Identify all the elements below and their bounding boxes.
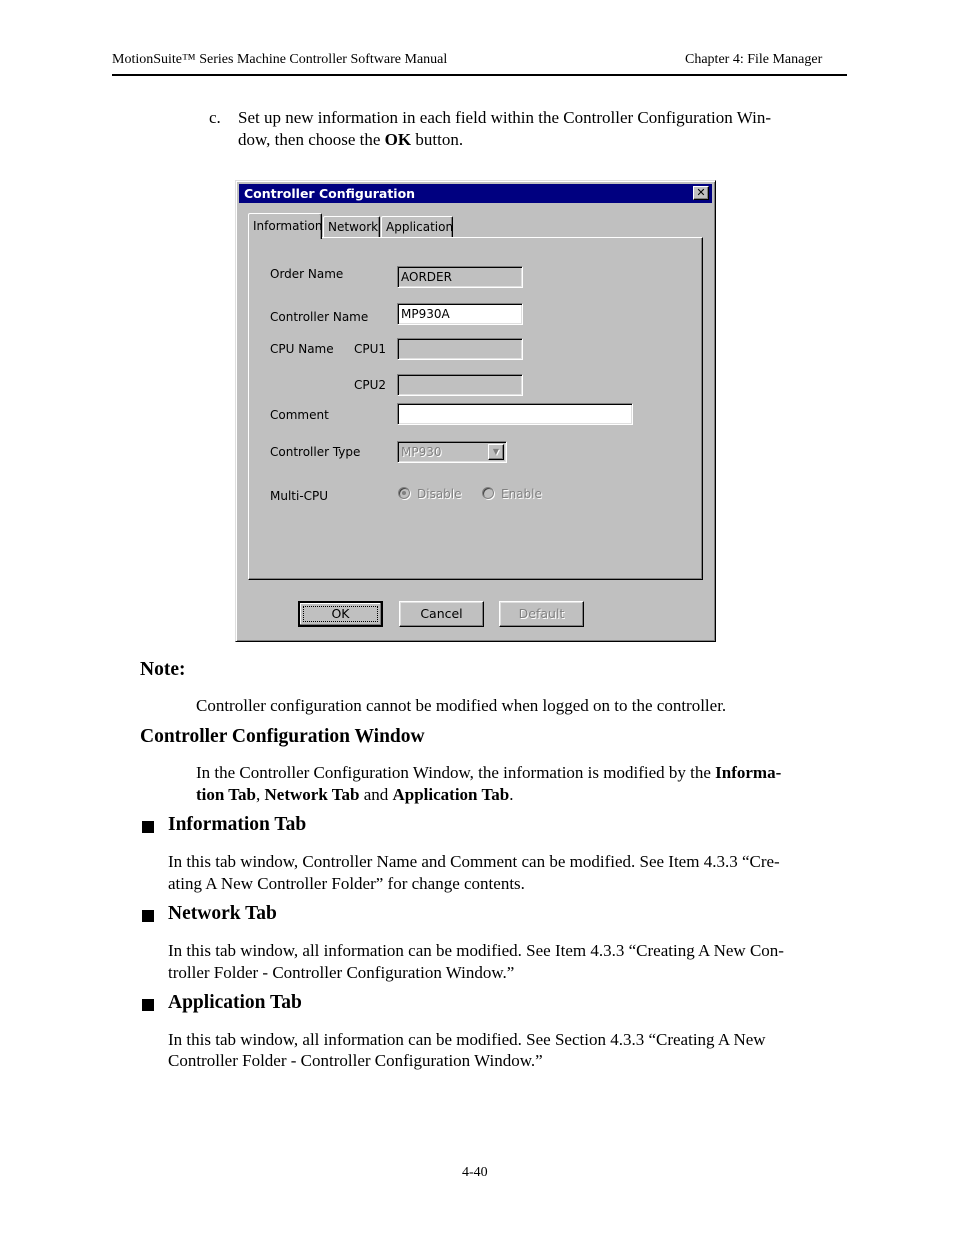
ccw-sep-3: . <box>509 785 514 804</box>
application-tab-line-2: Controller Folder - Controller Configuration Window.” <box>168 1051 543 1070</box>
ccw-network-tab-bold: Network Tab <box>264 785 360 804</box>
information-tab-heading: Information Tab <box>168 814 307 835</box>
ccw-sep-2: and <box>359 785 393 804</box>
controller-type-value: MP930 <box>401 445 442 459</box>
multi-cpu-label: Multi-CPU <box>270 489 329 503</box>
enable-radio-label: Enable <box>501 487 542 501</box>
close-icon[interactable]: ✕ <box>693 186 709 200</box>
step-line-1: Set up new information in each field within the Controller Configuration Win- <box>238 108 771 127</box>
comment-label: Comment <box>270 408 329 422</box>
running-header-title: MotionSuite™ Series Machine Controller Software Manual <box>112 52 448 67</box>
chevron-down-icon: ▼ <box>488 444 504 460</box>
cpu2-name-field <box>397 374 523 396</box>
information-tab-line-2: ating A New Controller Folder” for change contents. <box>168 874 525 893</box>
network-tab-line-2: troller Folder - Controller Configuration Window.” <box>168 963 515 982</box>
comment-input[interactable] <box>397 403 633 425</box>
ccw-line-1 <box>196 762 781 784</box>
bullet-square-icon <box>142 910 154 922</box>
ok-button-label: OK <box>331 606 350 621</box>
order-name-field: AORDER <box>397 266 523 288</box>
enable-radio <box>482 487 494 499</box>
page-number: 4-40 <box>462 1165 488 1180</box>
ccw-information-tab-bold: tion Tab <box>196 785 257 804</box>
cancel-button-label: Cancel <box>420 606 463 621</box>
step-marker: c. <box>209 108 221 127</box>
order-name-label: Order Name <box>270 267 344 281</box>
ok-button[interactable] <box>298 601 383 627</box>
radio-selected-dot-icon <box>402 491 406 495</box>
controller-configuration-dialog <box>235 180 716 642</box>
dialog-titlebar <box>239 184 712 203</box>
ccw-line-1-bold: Informa- <box>715 763 782 782</box>
tab-network-label: Network <box>328 220 379 234</box>
ccw-heading: Controller Configuration Window <box>140 726 425 747</box>
default-button-label: Default <box>518 606 565 621</box>
cpu2-label: CPU2 <box>354 378 387 392</box>
header-rule <box>112 74 847 76</box>
tab-information-label: Information <box>253 219 323 233</box>
network-tab-line-1: In this tab window, all information can be modified. See Item 4.3.3 “Creating A New Con- <box>168 941 784 960</box>
cpu1-name-field <box>397 338 523 360</box>
default-button <box>499 601 584 627</box>
controller-type-select <box>397 441 507 463</box>
bullet-square-icon <box>142 999 154 1011</box>
disable-radio-label: Disable <box>417 487 462 501</box>
application-tab-heading: Application Tab <box>168 992 302 1013</box>
ccw-sep-1: , <box>256 785 265 804</box>
ccw-line-1-text: In the Controller Configuration Window, the information is modified by the <box>196 763 716 782</box>
running-header-chapter: Chapter 4: File Manager <box>685 52 823 67</box>
tab-network[interactable] <box>323 216 380 237</box>
tab-application-label: Application <box>386 220 454 234</box>
step-line-2 <box>238 129 463 151</box>
dialog-title: Controller Configuration <box>244 186 416 201</box>
network-tab-heading: Network Tab <box>168 903 277 924</box>
focus-rect <box>303 606 378 622</box>
step-ok-bold: OK <box>384 130 412 149</box>
application-tab-line-1: In this tab window, all information can be modified. See Section 4.3.3 “Creating A New <box>168 1030 766 1049</box>
controller-name-label: Controller Name <box>270 310 369 324</box>
controller-type-label: Controller Type <box>270 445 361 459</box>
information-tab-line-1: In this tab window, Controller Name and Comment can be modified. See Item 4.3.3 “Cre- <box>168 852 780 871</box>
controller-name-input[interactable]: MP930A <box>397 303 523 325</box>
step-line-2-text: dow, then choose the <box>238 130 385 149</box>
bullet-square-icon <box>142 821 154 833</box>
cpu1-label: CPU1 <box>354 342 387 356</box>
tab-application[interactable] <box>381 216 453 237</box>
step-line-2-end: button. <box>411 130 464 149</box>
tab-information[interactable] <box>248 213 322 239</box>
cancel-button[interactable] <box>399 601 484 627</box>
note-heading: Note: <box>140 659 186 680</box>
ccw-line-2 <box>196 784 513 806</box>
note-text: Controller configuration cannot be modified when logged on to the controller. <box>196 696 727 715</box>
cpu-name-label: CPU Name <box>270 342 334 356</box>
disable-radio <box>398 487 410 499</box>
ccw-application-tab-bold: Application Tab <box>392 785 510 804</box>
